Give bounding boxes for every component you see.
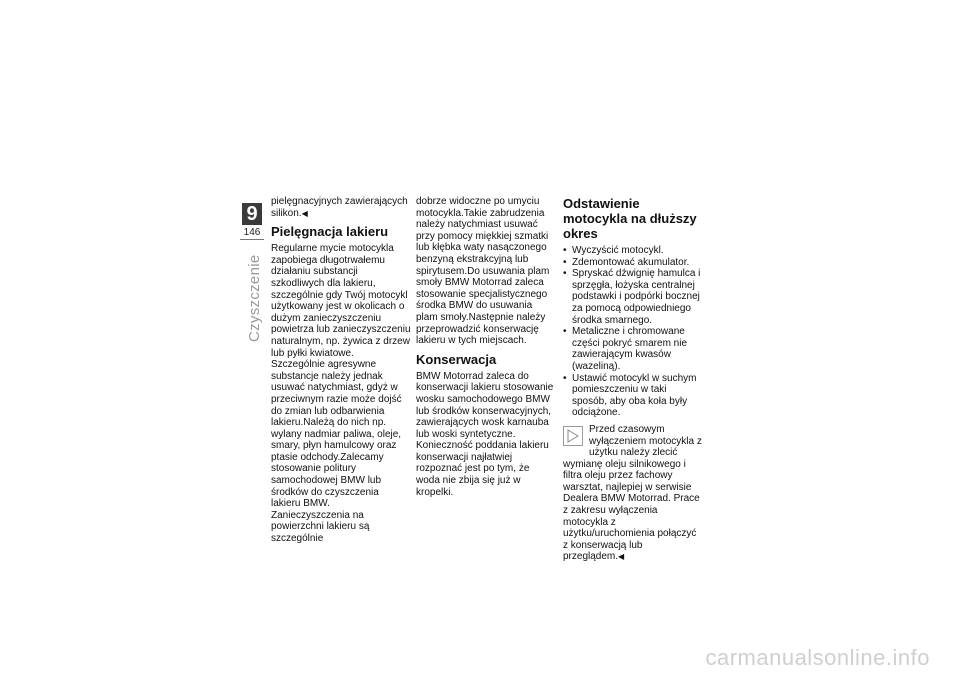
paragraph-cleaning-continued: dobrze widoczne po umyciu motocykla.Takie zabrudzenia należy natychmiast usuwać przy pomocy miękkiej szmatki lub kłębka waty nasączonego benzyną ekstrakcyjną lub spirytusem.Do usuwania plam smoły BMW Motorrad zaleca stosowanie specjalistycznego środka BMW do usuwania plam smoły.Następnie należy przeprowadzić konserwację lakieru w tych miejscach. [416, 196, 550, 347]
paragraph-paint-care-2: Szczególnie agresywne substancje należy jednak usuwać natychmiast, gdyż w przeciwnym razie może dojść do zmian lub odbarwienia lakieru.Należą do nich np. wylany nadmiar paliwa, oleje, smary, płyn hamulcowy oraz ptasie odchody.Zalecamy stosowanie politury samochodowej BMW lub środków do czyszczenia lakieru BMW. [271, 359, 402, 510]
intro-text: pielęgnacyjnych zawierających silikon.◀ [271, 196, 408, 219]
paragraph-preservation-1: BMW Motorrad zaleca do konserwacji lakieru stosowanie wosku samochodowego BMW lub środków konserwacyjnych, zawierających wosk karnauba lub woski syntetyczne. [416, 370, 554, 440]
page-number-rule [240, 239, 264, 240]
list-item: • Metaliczne i chromowane części pokryć smarem nie zawierającym kwasów (wazeliną). [563, 326, 703, 372]
storage-checklist [563, 245, 703, 419]
paragraph-paint-care-1: Regularne mycie motocykla zapobiega długotrwałemu działaniu substancji szkodliwych dla lakieru, szczególnie gdy Twój motocykl użytkowany jest w okolicach o dużym zanieczyszczeniu powietrza lub zanieczyszczeniu naturalnym, np. żywica z drzew lub pyłki kwiatowe. [271, 243, 411, 359]
list-item: • Zdemontować akumulator. [563, 257, 703, 269]
end-mark-icon: ◀ [618, 552, 625, 562]
column-2 [416, 196, 556, 498]
heading-paint-care: Pielęgnacja lakieru [271, 224, 389, 240]
storage-note [563, 424, 703, 563]
section-title-vertical: Czyszczenie [246, 254, 263, 342]
end-mark-icon: ◀ [301, 208, 308, 218]
page-number: 146 [243, 227, 261, 238]
paragraph-paint-care-3: Zanieczyszczenia na powierzchni lakieru są szczególnie [271, 509, 370, 545]
list-item: • Wyczyścić motocykl. [563, 245, 703, 257]
paragraph-preservation-2: Konieczność poddania lakieru konserwacji najłatwiej rozpoznać jest po tym, że woda nie zbija się już w kropelki. [416, 440, 549, 498]
chapter-number-badge: 9 [242, 203, 262, 225]
watermark: carmanualsonline.info [705, 645, 930, 670]
list-item: • Ustawić motocykl w suchym pomieszczeniu w taki sposób, aby oba koła były odciążone. [563, 373, 703, 419]
note-triangle-icon [563, 426, 583, 446]
list-item: • Spryskać dźwignię hamulca i sprzęgła, łożyska centralnej podstawki i podpórki bocznej za pomocą odpowiedniego środka smarnego. [563, 268, 703, 326]
heading-preservation: Konserwacja [416, 351, 497, 367]
column-3 [563, 196, 703, 563]
column-1 [271, 196, 411, 545]
heading-storage: Odstawienie motocykla na dłuższy okres [563, 196, 697, 241]
note-text: Przed czasowym wyłączeniem motocykla z użytku należy zlecić wymianę oleju silnikowego i filtra oleju przez fachowy warsztat, najlepiej w serwisie Dealera BMW Motorrad. Prace z zakresu wyłączenia motocykla z użytku/uruchomienia połączyć z konserwacją lub przeglądem. [563, 423, 702, 563]
